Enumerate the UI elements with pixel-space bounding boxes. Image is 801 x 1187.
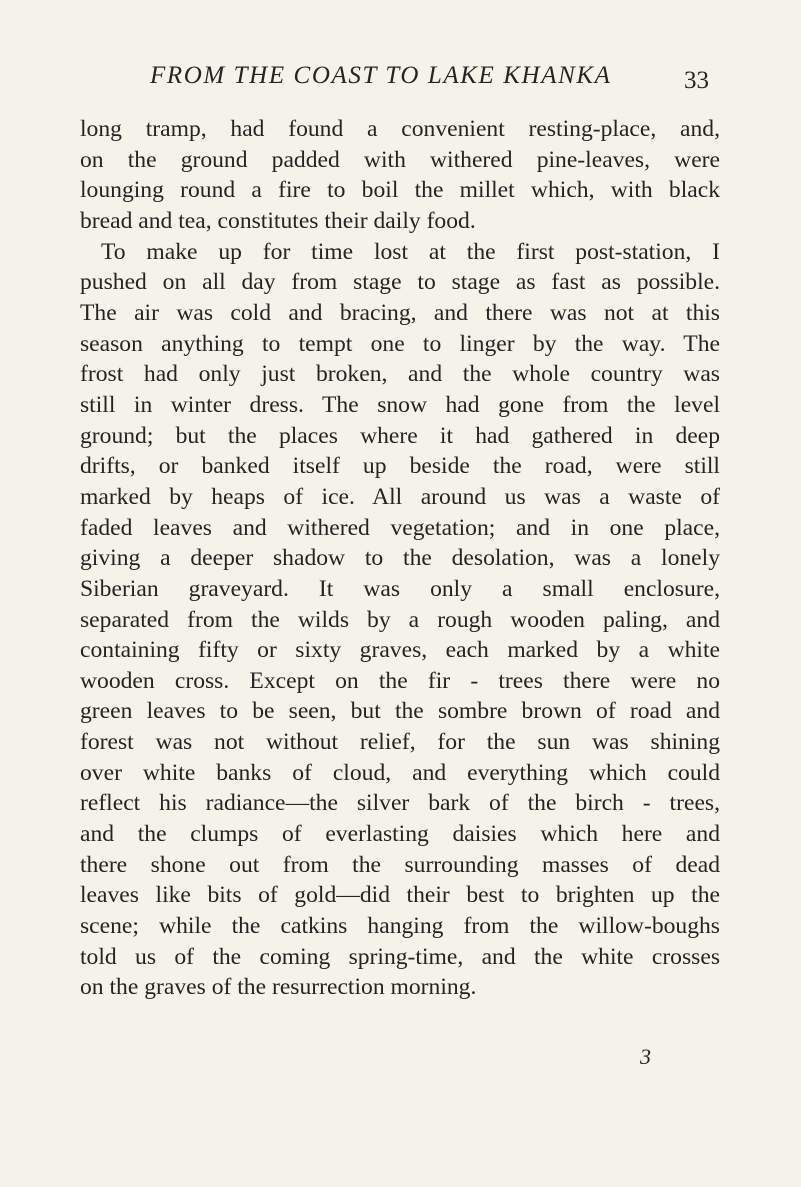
- signature-mark: 3: [640, 1044, 651, 1069]
- text-line: on the ground padded with withered pine-leaves, were: [80, 146, 720, 173]
- text-line: reflect his radiance—the silver bark of the birch - trees,: [80, 790, 720, 817]
- text-line: told us of the coming spring-time, and the white crosses: [80, 943, 720, 970]
- text-line: there shone out from the surrounding masses of dead: [80, 851, 720, 878]
- text-line: drifts, or banked itself up beside the road, were still: [80, 453, 720, 480]
- text-line: marked by heaps of ice. All around us was a waste of: [80, 483, 720, 510]
- text-line: forest was not without relief, for the sun was shining: [80, 729, 720, 756]
- page-number: 33: [684, 67, 709, 94]
- text-line: Siberian graveyard. It was only a small enclosure,: [80, 575, 720, 602]
- text-line: green leaves to be seen, but the sombre brown of road and: [80, 698, 720, 725]
- text-line: The air was cold and bracing, and there was not at this: [80, 299, 720, 326]
- text-line: on the graves of the resurrection morning.: [80, 974, 477, 1001]
- text-line: over white banks of cloud, and everything which could: [80, 759, 720, 786]
- text-line: lounging round a fire to boil the millet which, with black: [80, 177, 720, 204]
- text-line: and the clumps of everlasting daisies which here and: [80, 821, 720, 848]
- text-line: wooden cross. Except on the fir - trees there were no: [80, 667, 720, 694]
- text-line: To make up for time lost at the first post-station, I: [101, 238, 720, 265]
- body-text: [80, 114, 720, 1003]
- text-line: season anything to tempt one to linger by the way. The: [80, 330, 720, 357]
- running-title: FROM THE COAST TO LAKE KHANKA: [150, 62, 612, 89]
- text-line: still in winter dress. The snow had gone from the level: [80, 391, 720, 418]
- text-line: pushed on all day from stage to stage as fast as possible.: [80, 269, 720, 296]
- text-line: ground; but the places where it had gathered in deep: [80, 422, 720, 449]
- text-line: bread and tea, constitutes their daily food.: [80, 207, 476, 234]
- text-line: giving a deeper shadow to the desolation, was a lonely: [80, 545, 720, 572]
- text-line: leaves like bits of gold—did their best to brighten up the: [80, 882, 720, 909]
- text-line: long tramp, had found a convenient resting-place, and,: [80, 116, 720, 142]
- text-line: scene; while the catkins hanging from the willow-boughs: [80, 913, 720, 940]
- text-line: faded leaves and withered vegetation; and in one place,: [80, 514, 720, 541]
- text-line: containing fifty or sixty graves, each marked by a white: [80, 637, 720, 664]
- text-line: separated from the wilds by a rough wooden paling, and: [80, 606, 720, 633]
- text-line: frost had only just broken, and the whole country was: [80, 361, 720, 388]
